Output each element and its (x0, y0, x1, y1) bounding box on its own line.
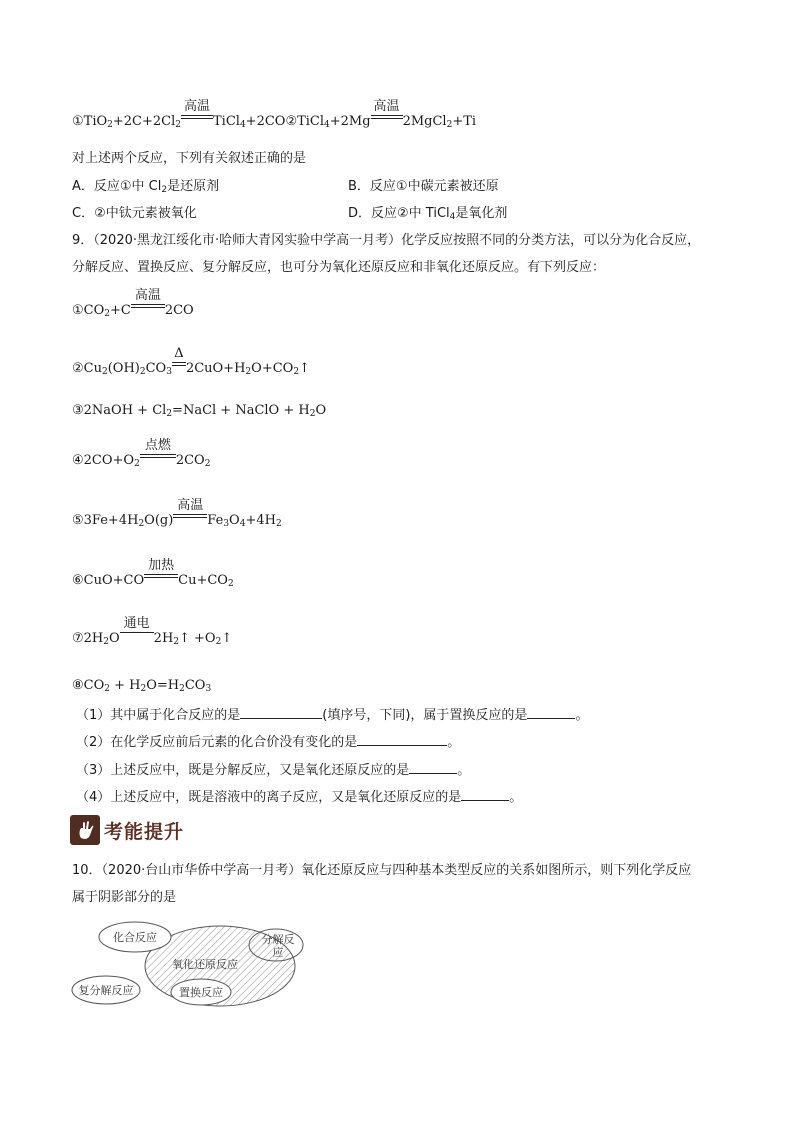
condition-heating: 加热 (144, 570, 178, 584)
condition-heat-delta: Δ (172, 358, 186, 372)
q9-stem-line1: 9．（2020·黑龙江绥化市·哈师大青冈实验中学高一月考）化学反应按照不同的分类方法，可以分为化合反应， (72, 233, 701, 248)
section-heading (70, 813, 184, 847)
reaction-relationship-diagram (70, 918, 310, 1012)
label-combination: 化合反应 (113, 931, 157, 944)
answer-blank[interactable] (527, 706, 575, 719)
reaction-7: $⑦2H_2O$ 通电 $2H_2↑$ $+O_2↑$ (72, 616, 233, 647)
q9-sub-question-2: （2）在化学反应前后元素的化合价没有变化的是 。 (76, 735, 461, 750)
label-double-displacement: 复分解反应 (78, 984, 134, 997)
q10-stem-line1: 10．（2020·台山市华侨中学高一月考）氧化还原反应与四种基本类型反应的关系如图所示，则下列化学反应 (72, 863, 692, 878)
q8-option-c: C．②中钛元素被氧化 (72, 206, 197, 221)
section-title: 考能提升 (104, 820, 185, 843)
condition-high-temp: 高温 (181, 111, 213, 125)
reaction-6: ⑥CuO+CO 加热 $Cu+CO_2$ (72, 558, 234, 589)
answer-blank[interactable] (240, 706, 322, 719)
condition-high-temp: 高温 (131, 300, 165, 314)
condition-electrolysis: 通电 (120, 628, 154, 642)
answer-blank[interactable] (357, 733, 447, 746)
q8-stem: 对上述两个反应，下列有关叙述正确的是 (72, 151, 307, 166)
reaction-5: $⑤3Fe+4H_2O(g)$ 高温 $Fe_3O_4+4H_2$ (72, 498, 282, 529)
answer-blank[interactable] (461, 788, 509, 801)
label-displacement: 置换反应 (179, 986, 223, 999)
condition-high-temp-2: 高温 (371, 111, 403, 125)
label-decomposition-1: 分解反 (261, 933, 295, 946)
answer-blank[interactable] (409, 761, 457, 774)
reaction-2: $②Cu_2(OH)_2CO_3$ Δ $2CuO+H_2O+CO_2↑$ (72, 346, 310, 377)
q8-option-b: B．反应①中碳元素被还原 (348, 179, 499, 194)
q8-equations: $①TiO_2+2C+2Cl_2$ 高温 TiCl$_4$+2CO②TiCl$_4$+2Mg 高温 2MgCl$_2$+Ti (72, 99, 477, 130)
q9-sub-question-3: （3）上述反应中，既是分解反应，又是氧化还原反应的是 。 (76, 763, 471, 778)
reaction-8: $⑧CO_2 + H_2O=H_2CO_3$ (72, 678, 212, 694)
condition-ignite: 点燃 (140, 450, 176, 464)
q10-stem-line2: 属于阴影部分的是 (72, 890, 177, 905)
condition-high-temp: 高温 (173, 510, 207, 524)
label-decomposition-2: 应 (272, 946, 284, 959)
reaction-3: ③2NaOH + $Cl_2=NaCl$ + NaClO + $H_2O$ (72, 403, 327, 419)
q9-stem-line2: 分解反应、置换反应、复分解反应，也可分为氧化还原反应和非氧化还原反应。有下列反应： (72, 260, 606, 275)
reaction-4: $④2CO+O_2$ 点燃 $2CO_2$ (72, 438, 211, 469)
q8-option-a: A．反应①中 $Cl_2$是还原剂 (72, 179, 220, 195)
q9-sub-question-4: （4）上述反应中，既是溶液中的离子反应，又是氧化还原反应的是 。 (76, 790, 523, 805)
label-redox: 氧化还原反应 (172, 958, 238, 971)
hand-writing-icon (70, 815, 100, 845)
q8-option-d: D．反应②中 TiCl$_4$是氧化剂 (348, 206, 508, 222)
q9-sub-question-1: （1）其中属于化合反应的是 (填序号，下同)，属于置换反应的是 。 (76, 708, 589, 723)
reaction-1: $①CO_2+C$ 高温 2CO (72, 288, 194, 319)
